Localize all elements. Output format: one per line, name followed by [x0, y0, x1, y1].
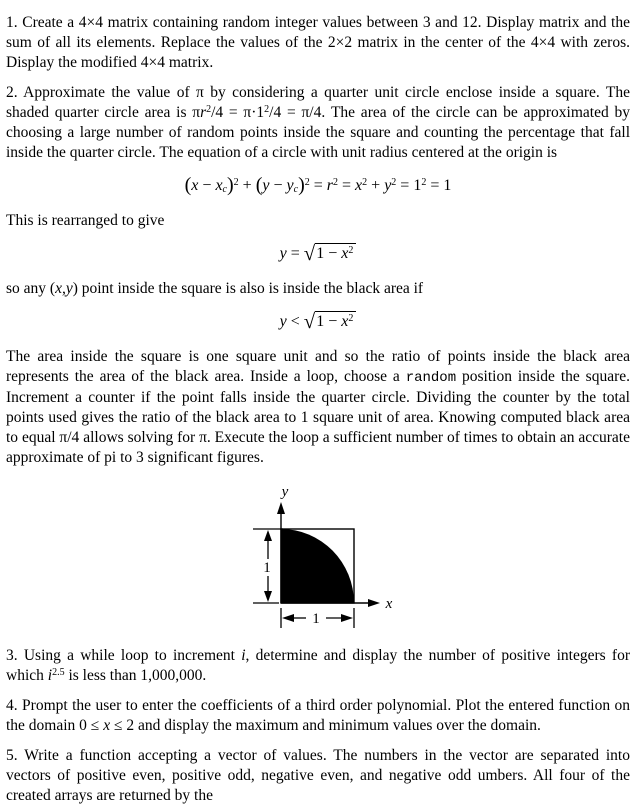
- width-dimension-label: 1: [312, 611, 320, 627]
- problem-2-text: 2. Approximate the value of π by considering a quarter unit circle enclose inside a square. The shaded quarter circle area is $\pi r^2/4 = \pi\cdot 1^2/4 = \pi/4$. The area of the circle can be approximated by choosing a large number of random points inside the square and counting the percentage that fall inside the quarter circle. The equation of a circle with unit radius centered at the origin is: [6, 84, 630, 161]
- x-axis-label: x: [385, 596, 393, 612]
- problem-4-text: 4. Prompt the user to enter the coefficients of a third order polynomial. Plot the entered function on the domain 0 ≤ x ≤ 2 and display the maximum and minimum values over the domain.: [6, 697, 630, 734]
- figure-canvas: [6, 478, 637, 634]
- x-axis-arrowhead-icon: [368, 599, 380, 607]
- area-ratio-paragraph: The area inside the square is one square unit and so the ratio of points inside the black area represents the area of the black area. Inside a loop, choose a random position inside the square. Increment a counter if the point falls inside the quarter circle. Dividing the counter by the total points used gives the ratio of the black area to 1 square unit of area. Knowing computed black area to equal π/4 allows solving for π. Execute the loop a sufficient number of times to obtain an accurate approximate of pi to 3 significant figures.: [6, 348, 630, 466]
- eq-lhs: y: [279, 245, 287, 262]
- height-dim-arrow-up-icon: [264, 530, 272, 541]
- sqrt-expression: $√1 - x^2$: [304, 313, 357, 330]
- equation-sqrt: [6, 242, 630, 266]
- width-dim-arrow-left-icon: [282, 614, 294, 622]
- equation-sqrt-inequality: [6, 310, 630, 334]
- height-dim-arrow-down-icon: [264, 591, 272, 602]
- height-dimension-label: 1: [263, 560, 271, 576]
- quarter-circle-figure: [6, 478, 630, 640]
- equation-circle: $(x - x_c)^2 + (y - y_c)^2 = r^2 = x^2 + y^2 = 1^2 = 1$: [184, 174, 452, 197]
- quarter-circle-fill: [281, 529, 354, 603]
- y-axis-arrowhead-icon: [277, 502, 285, 514]
- soany-lead-text: so any (x,y) point inside the square is also is inside the black area if: [6, 280, 424, 297]
- eq-lhs: y: [279, 313, 287, 330]
- radical-sign: √: [303, 310, 316, 333]
- problem-5-text: 5. Write a function accepting a vector of values. The numbers in the vector are separated into vectors of positive even, positive odd, negative even, and negative odd umbers. All four of the created arrays are returned by the: [6, 747, 630, 804]
- sqrt-expression: $√1 - x^2$: [304, 245, 357, 262]
- rearranged-lead-text: This is rearranged to give: [6, 212, 165, 229]
- problem-3-text: 3. Using a while loop to increment i, determine and display the number of positive integers for which $i^{2.5}$ is less than 1,000,000.: [6, 647, 630, 684]
- problem-1-text: 1. Create a 4×4 matrix containing random integer values between 3 and 12. Display matrix and the sum of all its elements. Replace the values of the 2×2 matrix in the center of the 4×4 with zeros. Display the modified 4×4 matrix.: [6, 14, 630, 71]
- radical-sign: √: [303, 242, 316, 265]
- y-axis-label: y: [281, 484, 289, 500]
- eq-relation: <: [290, 313, 300, 330]
- width-dim-arrow-right-icon: [341, 614, 353, 622]
- eq-relation: =: [290, 245, 300, 262]
